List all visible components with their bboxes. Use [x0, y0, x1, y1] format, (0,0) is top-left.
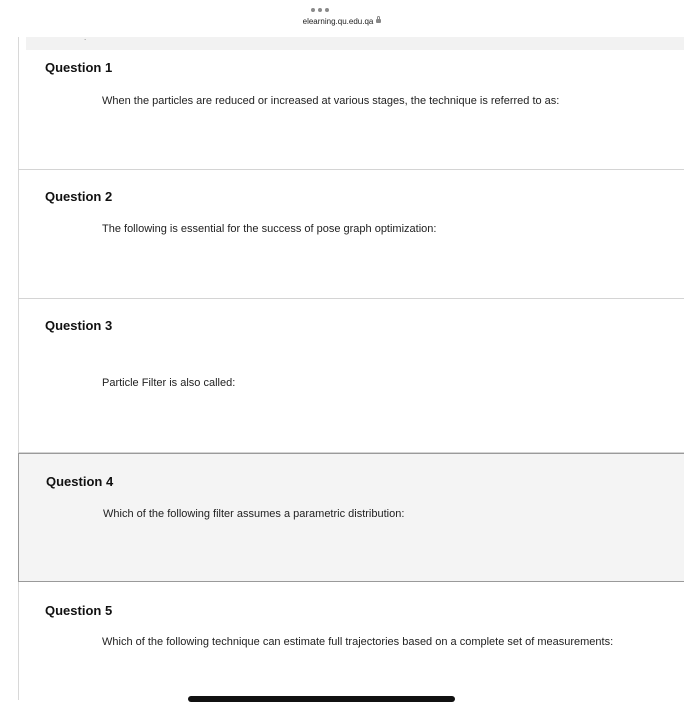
question-card-4: [18, 453, 684, 582]
question-text: When the particles are reduced or increased at various stages, the technique is referred to as:: [102, 95, 560, 107]
question-card-2: [18, 170, 684, 299]
question-card-1: [18, 50, 684, 170]
more-dots-icon[interactable]: [311, 8, 333, 14]
question-card-5: [18, 582, 684, 700]
question-card-3: [18, 299, 684, 453]
question-title: Question 1: [45, 60, 113, 75]
lock-icon: [376, 19, 381, 23]
question-text: The following is essential for the success of pose graph optimization:: [102, 223, 437, 235]
home-indicator[interactable]: [188, 696, 455, 702]
question-title: Question 3: [45, 318, 113, 333]
question-title: Question 5: [45, 603, 113, 618]
question-title: Question 4: [46, 474, 114, 489]
question-text: Particle Filter is also called:: [102, 377, 236, 389]
question-title: Question 2: [45, 189, 113, 204]
url-text: elearning.qu.edu.qa: [302, 17, 374, 26]
question-text: Which of the following filter assumes a parametric distribution:: [103, 508, 405, 520]
previous-mark: .: [84, 33, 87, 42]
question-text: Which of the following technique can estimate full trajectories based on a complete set of measurements:: [102, 636, 614, 648]
browser-top-bar: [0, 0, 684, 37]
previous-question-strip: [26, 33, 684, 50]
address-bar[interactable]: [0, 17, 684, 26]
